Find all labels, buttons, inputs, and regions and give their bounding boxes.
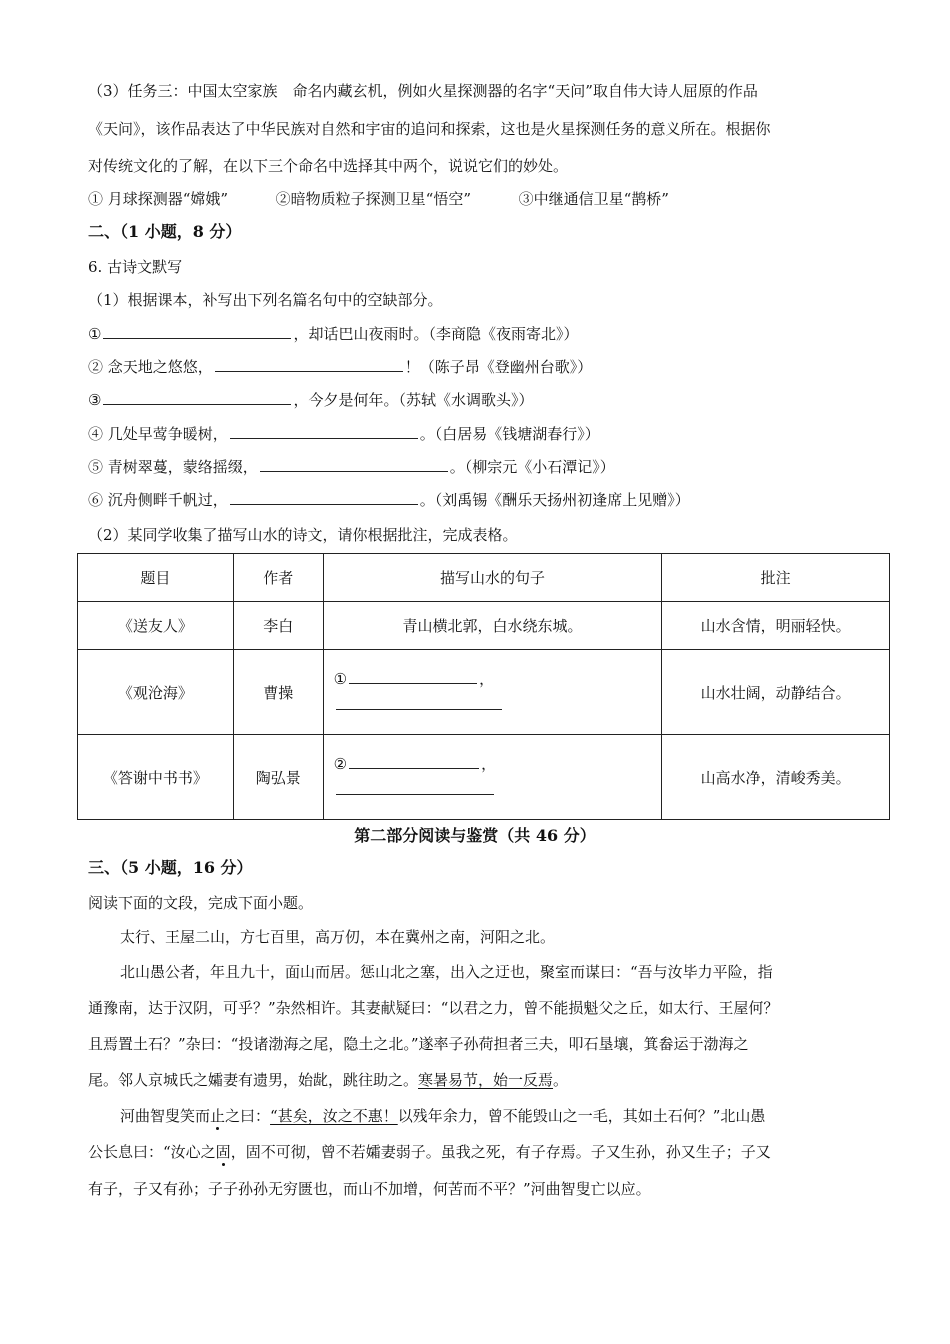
- passage-p2-l1: 北山愚公者，年且九十，面山而居。惩山北之塞，出入之迂也，聚室而谋曰：“吾与汝毕力平险，指: [120, 963, 773, 981]
- fill-item-2: ② 念天地之悠悠， ！（陈子昂《登幽州台歌》）: [88, 358, 593, 376]
- answer-blank-1[interactable]: [103, 324, 291, 339]
- header-title: 题目: [78, 554, 234, 602]
- passage-p3-l3: 有子，子又有孙；子子孙孙无穷匮也，而山不加增，何苦而不平？”河曲智叟亡以应。: [88, 1180, 651, 1198]
- section2-heading: 二、（1 小题，8 分）: [88, 222, 242, 241]
- passage-p2-l4: 尾。邻人京城氏之孀妻有遗男，始龀，跳往助之。寒暑易节，始一反焉。: [88, 1071, 569, 1089]
- passage-p2-l3: 且焉置土石？”杂曰：“投诸渤海之尾，隐土之北。”遂率子孙荷担者三夫，叩石垦壤，箕畚运于渤海之: [88, 1035, 749, 1053]
- table-blank-1b[interactable]: [336, 695, 502, 710]
- header-sentence: 描写山水的句子: [323, 554, 662, 602]
- passage-p2-l2: 通豫南，达于汉阴，可乎？”杂然相许。其妻献疑曰：“以君之力，曾不能损魁父之丘，如太行、王屋何？: [88, 999, 779, 1017]
- sentence-cell-2: ② ，: [323, 735, 662, 820]
- table-row: 《送友人》 李白 青山横北郭，白水绕东城。 山水含情，明丽轻快。: [78, 602, 890, 650]
- option-queqiao: ③中继通信卫星“鹊桥”: [518, 190, 669, 208]
- table-blank-2b[interactable]: [336, 780, 494, 795]
- section3-heading: 三、（5 小题，16 分）: [88, 858, 253, 877]
- section3-instruction: 阅读下面的文段，完成下面小题。: [88, 894, 314, 912]
- task3-options: [88, 189, 669, 209]
- answer-blank-5[interactable]: [260, 457, 448, 472]
- table-header-row: [78, 554, 890, 602]
- option-change: ① 月球探测器“嫦娥”: [88, 190, 229, 208]
- table-blank-2a[interactable]: [349, 754, 479, 769]
- q6-2-instruction: （2）某同学收集了描写山水的诗文，请你根据批注，完成表格。: [88, 526, 518, 544]
- part2-title: 第二部分阅读与鉴赏（共 46 分）: [354, 826, 596, 845]
- dotted-char-gu: 固: [215, 1143, 231, 1161]
- q6-title: 6. 古诗文默写: [88, 258, 183, 276]
- passage-p1: 太行、王屋二山，方七百里，高万仞，本在冀州之南，河阳之北。: [120, 928, 556, 946]
- task3-line1: （3）任务三：中国太空家族 命名内藏玄机，例如火星探测器的名字“天问”取自伟大诗人屈原的作品: [88, 82, 758, 100]
- option-wukong: ②暗物质粒子探测卫星“悟空”: [275, 190, 472, 208]
- fill-item-5: ⑤ 青树翠蔓，蒙络摇缀， 。（柳宗元《小石潭记》）: [88, 458, 615, 476]
- underlined-sentence-2: “甚矣，汝之不惠！: [270, 1107, 398, 1125]
- passage-p3-l1: 河曲智叟笑而止之曰：“甚矣，汝之不惠！以残年余力，曾不能毁山之一毛，其如土石何？”北山愚: [120, 1107, 766, 1125]
- fill-item-3: ③ ，今夕是何年。（苏轼《水调歌头》）: [88, 391, 534, 409]
- underlined-sentence-1: 寒暑易节，始一反焉: [418, 1071, 554, 1089]
- task3-line2: 《天问》，该作品表达了中华民族对自然和宇宙的追问和探索，这也是火星探测任务的意义所在。根据你: [88, 120, 771, 138]
- passage-p3-l2: 公长息曰：“汝心之固，固不可彻，曾不若孀妻弱子。虽我之死，有子存焉。子又生孙，孙又生子；子又: [88, 1143, 771, 1161]
- table-blank-1a[interactable]: [349, 669, 477, 684]
- dotted-char-zhi: 止: [210, 1107, 226, 1125]
- sentence-cell-1: ① ，: [323, 650, 662, 735]
- fill-item-4: ④ 几处早莺争暖树， 。（白居易《钱塘湖春行》）: [88, 425, 600, 443]
- fill-item-1: ① ，却话巴山夜雨时。（李商隐《夜雨寄北》）: [88, 325, 579, 343]
- answer-blank-3[interactable]: [103, 390, 291, 405]
- answer-blank-6[interactable]: [230, 490, 418, 505]
- answer-blank-4[interactable]: [230, 424, 418, 439]
- task3-line3: 对传统文化的了解，在以下三个命名中选择其中两个，说说它们的妙处。: [88, 157, 569, 175]
- q6-1-instruction: （1）根据课本，补写出下列名篇名句中的空缺部分。: [88, 291, 443, 309]
- table-row: 《答谢中书书》 陶弘景 ② ， 山高水净，清峻秀美。: [78, 735, 890, 820]
- fill-item-6: ⑥ 沉舟侧畔千帆过， 。（刘禹锡《酬乐天扬州初逢席上见赠》）: [88, 491, 690, 509]
- header-note: 批注: [662, 554, 890, 602]
- header-author: 作者: [233, 554, 323, 602]
- table-row: 《观沧海》 曹操 ① ， 山水壮阔，动静结合。: [78, 650, 890, 735]
- answer-blank-2[interactable]: [215, 357, 403, 372]
- poem-table: [77, 553, 890, 820]
